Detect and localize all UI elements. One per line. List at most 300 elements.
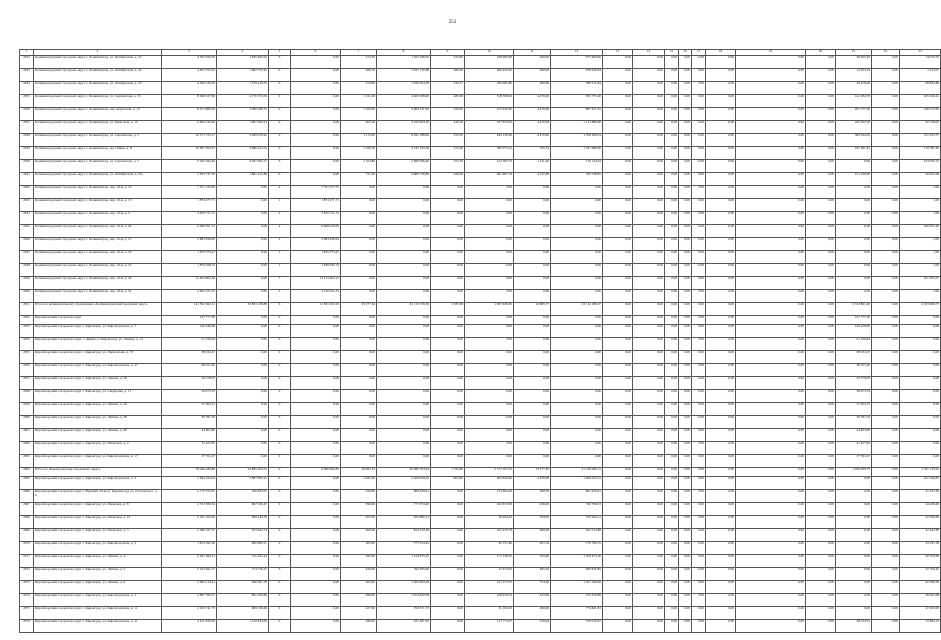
value-cell: 61 113 729,30 — [377, 303, 431, 316]
value-cell: 814 379,39 — [377, 529, 431, 542]
value-cell: 0,00 — [706, 134, 736, 147]
value-cell: 0,00 — [736, 325, 806, 338]
value-cell: 5 953 737,76 — [162, 173, 217, 186]
value-cell: 1 063,00 — [341, 477, 377, 490]
value-cell: 0,00 — [465, 390, 514, 403]
value-cell: 0,00 — [514, 416, 551, 429]
value-cell: 0 — [269, 95, 291, 108]
value-cell: 14 076,70 — [900, 56, 941, 69]
value-cell: 1,00 — [900, 199, 941, 212]
value-cell: 0,00 — [217, 455, 269, 468]
value-cell: 0,00 — [872, 225, 900, 238]
value-cell: 92 749,03 — [900, 121, 941, 134]
value-cell: 0,00 — [872, 442, 900, 455]
row-number-cell: 2936 — [20, 108, 34, 121]
value-cell: 0,00 — [377, 429, 431, 442]
address-cell: Калининградский городской округ, г. Калининград, пр-т Мира, д. 8 — [34, 147, 162, 160]
value-cell: 1 131 886,60 — [551, 121, 603, 134]
column-number-cell: 3 — [162, 50, 217, 56]
value-cell: 40 709,69 — [900, 555, 941, 568]
value-cell: 0,00 — [633, 542, 665, 555]
value-cell: 0,00 — [603, 403, 633, 416]
value-cell: 0,00 — [217, 429, 269, 442]
row-number-cell: 2974 — [20, 594, 34, 607]
value-cell: 0,00 — [692, 108, 706, 121]
table-row — [20, 529, 941, 542]
value-cell: 0,00 — [736, 95, 806, 108]
value-cell: 0,00 — [806, 390, 836, 403]
value-cell: 2 611 830,00 — [162, 620, 217, 633]
value-cell: 0,00 — [341, 364, 377, 377]
value-cell: 0,00 — [633, 264, 665, 277]
value-cell: 0,00 — [736, 303, 806, 316]
value-cell: 0,00 — [633, 490, 665, 503]
value-cell: 21 316 990,15 — [551, 468, 603, 477]
value-cell: 0,00 — [736, 108, 806, 121]
value-cell: 1 411,40 — [514, 160, 551, 173]
value-cell: 0,00 — [706, 620, 736, 633]
value-cell: 0,00 — [603, 186, 633, 199]
value-cell: 0,00 — [706, 160, 736, 173]
value-cell: 2 163 741,75 — [162, 607, 217, 620]
column-number-cell: 6 — [291, 50, 341, 56]
value-cell: 0 — [269, 442, 291, 455]
value-cell: 0,00 — [431, 325, 465, 338]
value-cell: 10 097 093,97 — [162, 147, 217, 160]
table-row — [20, 542, 941, 555]
value-cell: 0,00 — [736, 442, 806, 455]
value-cell: 0,00 — [806, 503, 836, 516]
value-cell: 4 470,00 — [514, 108, 551, 121]
value-cell: 975 608,90 — [551, 56, 603, 69]
value-cell: 518 598,02 — [465, 95, 514, 108]
value-cell: 180 450,00 — [465, 69, 514, 82]
value-cell: 0,00 — [692, 477, 706, 490]
value-cell: 0,00 — [806, 251, 836, 264]
address-cell: Калининградский городской округ, г. Калининград, ул. Сержантова, д. 7 — [34, 160, 162, 173]
value-cell: 0,00 — [377, 212, 431, 225]
row-number-cell: 2939 — [20, 147, 34, 160]
value-cell: 0 — [269, 351, 291, 364]
value-cell: 0,00 — [633, 390, 665, 403]
value-cell: 353,79 — [431, 160, 465, 173]
address-cell: Кировградский городской округ, г. Кировград, ул. Пионеров, д. 12 — [34, 516, 162, 529]
value-cell: 0,00 — [692, 364, 706, 377]
value-cell: 0,00 — [377, 199, 431, 212]
value-cell: 0 — [269, 377, 291, 390]
value-cell: 0,00 — [806, 620, 836, 633]
value-cell: 121 373,53 — [465, 581, 514, 594]
value-cell: 0,00 — [736, 186, 806, 199]
value-cell: 609 749,66 — [217, 607, 269, 620]
value-cell: 0,00 — [665, 516, 679, 529]
value-cell: 1 879 375,47 — [162, 251, 217, 264]
value-cell: 0,00 — [603, 134, 633, 147]
value-cell: 13 577,40 — [514, 468, 551, 477]
value-cell: 0,00 — [665, 147, 679, 160]
value-cell: 0,00 — [431, 442, 465, 455]
value-cell: 0,00 — [665, 568, 679, 581]
value-cell: 0,00 — [736, 173, 806, 186]
value-cell: 171 378,25 — [465, 555, 514, 568]
row-number-cell: 2944 — [20, 212, 34, 225]
value-cell: 0 — [269, 316, 291, 325]
value-cell: 436,50 — [431, 121, 465, 134]
value-cell: 1 579 419,35 — [217, 82, 269, 95]
value-cell: 0,00 — [736, 225, 806, 238]
value-cell: 0,00 — [736, 82, 806, 95]
value-cell: 900 890,17 — [217, 542, 269, 555]
value-cell: 427,00 — [341, 607, 377, 620]
row-number-cell: 2949 — [20, 277, 34, 290]
row-number-cell: 2945 — [20, 225, 34, 238]
value-cell: 436,00 — [514, 503, 551, 516]
value-cell: 4 609 311,00 — [377, 108, 431, 121]
value-cell: 0,00 — [465, 290, 514, 303]
address-cell: Кировградский городской округ, г. Кировград, ул. Ленина, д. 9 — [34, 581, 162, 594]
address-cell: Кировградский городской округ, г. Левиха (г. Кировград), ул. Ленина, д. 14 — [34, 338, 162, 351]
value-cell: 0,00 — [514, 212, 551, 225]
value-cell: 0,00 — [679, 477, 692, 490]
table-row — [20, 607, 941, 620]
value-cell: 0,00 — [603, 147, 633, 160]
value-cell: 0,00 — [706, 442, 736, 455]
address-cell: Итого по муниципальному образованию «Калининградский городской округ» — [34, 303, 162, 316]
value-cell: 0,00 — [291, 620, 341, 633]
value-cell: 0,00 — [692, 594, 706, 607]
value-cell: 0,00 — [603, 607, 633, 620]
value-cell: 0,00 — [633, 277, 665, 290]
value-cell: 140 348,69 — [162, 325, 217, 338]
value-cell: 0,00 — [217, 316, 269, 325]
column-number-cell: 19 — [736, 50, 806, 56]
table-row — [20, 377, 941, 390]
value-cell: 0,00 — [633, 529, 665, 542]
value-cell: 0,00 — [872, 160, 900, 173]
value-cell: 0,00 — [836, 542, 872, 555]
value-cell: 0,00 — [736, 147, 806, 160]
value-cell: 0,00 — [736, 477, 806, 490]
value-cell: 0,00 — [603, 69, 633, 82]
value-cell: 0,00 — [872, 390, 900, 403]
column-number-cell: 8 — [377, 50, 431, 56]
value-cell: 380,00 — [431, 69, 465, 82]
value-cell: 0,00 — [872, 82, 900, 95]
value-cell: 0,00 — [836, 199, 872, 212]
value-cell: 0,00 — [341, 238, 377, 251]
value-cell: 0,00 — [551, 186, 603, 199]
value-cell: 0,00 — [665, 160, 679, 173]
table-row — [20, 594, 941, 607]
value-cell: 0,00 — [431, 390, 465, 403]
value-cell: 0,00 — [736, 290, 806, 303]
value-cell: 29 579,05 — [162, 377, 217, 390]
value-cell: 0,00 — [514, 251, 551, 264]
value-cell: 0,00 — [692, 173, 706, 186]
value-cell: 0 — [269, 364, 291, 377]
value-cell: 340,00 — [431, 108, 465, 121]
value-cell: 0,00 — [217, 325, 269, 338]
value-cell: 0,00 — [431, 225, 465, 238]
value-cell: 0,00 — [736, 581, 806, 594]
value-cell: 5 289 979,42 — [217, 134, 269, 147]
value-cell: 0,00 — [633, 251, 665, 264]
value-cell: 0,00 — [291, 56, 341, 69]
value-cell: 0,00 — [836, 186, 872, 199]
value-cell: 0,00 — [706, 607, 736, 620]
value-cell: 23 277,34 — [341, 303, 377, 316]
address-cell: Калининградский городской округ, г. Калининград, ул. Октябрьская, д. 24 — [34, 69, 162, 82]
value-cell: 0,00 — [665, 225, 679, 238]
value-cell: 0,00 — [514, 351, 551, 364]
value-cell: 0,00 — [806, 264, 836, 277]
value-cell: 0,00 — [692, 290, 706, 303]
value-cell: 0,00 — [551, 377, 603, 390]
column-number-cell: 14 — [633, 50, 665, 56]
table-row — [20, 364, 941, 377]
value-cell: 0,00 — [291, 516, 341, 529]
value-cell: 0,00 — [665, 351, 679, 364]
value-cell: 0,00 — [291, 503, 341, 516]
value-cell: 0,00 — [603, 325, 633, 338]
value-cell: 0,00 — [633, 134, 665, 147]
table-row — [20, 290, 941, 303]
table-row — [20, 277, 941, 290]
value-cell: 0,00 — [736, 516, 806, 529]
value-cell: 0,00 — [431, 403, 465, 416]
address-cell: Итого по Кировградскому городскому округу — [34, 468, 162, 477]
value-cell: 0,00 — [872, 581, 900, 594]
value-cell: 0 — [269, 121, 291, 134]
row-number-cell: 2954 — [20, 338, 34, 351]
value-cell: 461 687,34 — [465, 173, 514, 186]
column-number-cell: 4 — [217, 50, 269, 56]
value-cell: 0,00 — [341, 277, 377, 290]
value-cell: 0,00 — [431, 594, 465, 607]
value-cell: 0,00 — [679, 134, 692, 147]
value-cell: 0,00 — [736, 455, 806, 468]
value-cell: 0,00 — [736, 607, 806, 620]
value-cell: 0,00 — [872, 516, 900, 529]
value-cell: 0,00 — [706, 277, 736, 290]
value-cell: 0,00 — [341, 225, 377, 238]
value-cell: 0,00 — [706, 594, 736, 607]
value-cell: 0,00 — [633, 442, 665, 455]
value-cell: 0,00 — [692, 95, 706, 108]
value-cell: 0,00 — [217, 442, 269, 455]
address-cell: Кировградский городской округ, г. Кировград, ул. Лермонтова, д. 37 — [34, 351, 162, 364]
value-cell: 0,00 — [217, 403, 269, 416]
value-cell: 0,00 — [679, 581, 692, 594]
value-cell: 0,00 — [551, 199, 603, 212]
column-number-cell: 21 — [836, 50, 872, 56]
value-cell: 620 561,76 — [217, 581, 269, 594]
value-cell: 2 687 760,37 — [162, 594, 217, 607]
value-cell: 0,00 — [806, 199, 836, 212]
value-cell: 0,00 — [872, 108, 900, 121]
row-number-cell: 2968 — [20, 516, 34, 529]
value-cell: 0,00 — [872, 238, 900, 251]
value-cell: 0,00 — [431, 290, 465, 303]
value-cell: 0,00 — [291, 338, 341, 351]
value-cell: 0,00 — [603, 390, 633, 403]
value-cell: 0,00 — [431, 251, 465, 264]
value-cell: 1 799 308,34 — [551, 134, 603, 147]
value-cell: 0,00 — [900, 316, 941, 325]
value-cell: 0,00 — [900, 325, 941, 338]
table-row — [20, 186, 941, 199]
value-cell: 56 875,53 — [162, 390, 217, 403]
value-cell: 0,00 — [706, 516, 736, 529]
value-cell: 0,00 — [603, 529, 633, 542]
value-cell: 0,00 — [551, 238, 603, 251]
value-cell: 0,00 — [431, 351, 465, 364]
value-cell: 0 — [269, 56, 291, 69]
value-cell: 0,00 — [806, 581, 836, 594]
value-cell: 0,00 — [603, 264, 633, 277]
value-cell: 0,00 — [736, 364, 806, 377]
value-cell: 0,00 — [633, 581, 665, 594]
value-cell: 0,00 — [377, 290, 431, 303]
value-cell: 0,00 — [692, 568, 706, 581]
value-cell: 0,00 — [633, 516, 665, 529]
value-cell: 0,00 — [291, 490, 341, 503]
value-cell: 0,00 — [806, 325, 836, 338]
value-cell: 0,00 — [465, 364, 514, 377]
value-cell: 0,00 — [806, 225, 836, 238]
value-cell: 0,00 — [872, 264, 900, 277]
table-row — [20, 503, 941, 516]
value-cell: 0,00 — [665, 325, 679, 338]
value-cell: 0,00 — [706, 69, 736, 82]
value-cell: 0,00 — [736, 351, 806, 364]
value-cell: 0,00 — [736, 568, 806, 581]
address-cell: Кировградский городской округ, г. Верхний Тагил (г. Кировград), ул. Островского, д. 9 — [34, 490, 162, 503]
value-cell: 0,00 — [692, 377, 706, 390]
value-cell: 0,00 — [291, 316, 341, 325]
value-cell: 165 455,79 — [465, 529, 514, 542]
value-cell: 203 630,84 — [465, 477, 514, 490]
value-cell: 0,00 — [692, 442, 706, 455]
value-cell: 4 470,00 — [514, 134, 551, 147]
value-cell: 0,00 — [836, 503, 872, 516]
value-cell: 0,00 — [679, 303, 692, 316]
value-cell: 0,00 — [291, 568, 341, 581]
value-cell: 0,00 — [692, 303, 706, 316]
table-row — [20, 455, 941, 468]
value-cell: 0,00 — [341, 199, 377, 212]
value-cell: 0,00 — [665, 429, 679, 442]
value-cell: 777 074,40 — [377, 503, 431, 516]
value-cell: 57 002,15 — [836, 403, 872, 416]
value-cell: 825 866,13 — [377, 516, 431, 529]
value-cell: 0,00 — [692, 542, 706, 555]
value-cell: 0,00 — [736, 620, 806, 633]
value-cell: 0 — [269, 477, 291, 490]
value-cell: 2 163 661,27 — [162, 568, 217, 581]
row-number-cell: 2953 — [20, 325, 34, 338]
value-cell: 166 655,40 — [900, 225, 941, 238]
value-cell: 7 551 077,57 — [291, 186, 341, 199]
value-cell: 29 579,05 — [836, 377, 872, 390]
value-cell: 0,00 — [217, 351, 269, 364]
row-number-cell: 2947 — [20, 251, 34, 264]
value-cell: 0,00 — [706, 377, 736, 390]
value-cell: 764 571,73 — [377, 607, 431, 620]
value-cell: 0,00 — [806, 56, 836, 69]
value-cell: 0,00 — [603, 160, 633, 173]
value-cell: 0,00 — [692, 416, 706, 429]
value-cell: 0,00 — [706, 316, 736, 325]
value-cell: 0,00 — [806, 555, 836, 568]
value-cell: 238 085,90 — [465, 56, 514, 69]
value-cell: 16 685,77 — [514, 303, 551, 316]
value-cell: 0,00 — [692, 199, 706, 212]
value-cell: 1 074 656,58 — [377, 594, 431, 607]
value-cell: 0,00 — [431, 503, 465, 516]
value-cell: 0,00 — [692, 186, 706, 199]
value-cell: 44 803,60 — [836, 429, 872, 442]
value-cell: 0,00 — [679, 277, 692, 290]
value-cell: 0,00 — [692, 316, 706, 325]
value-cell: 0,00 — [836, 477, 872, 490]
value-cell: 2 130 541,23 — [291, 290, 341, 303]
value-cell: 0,00 — [692, 503, 706, 516]
row-number-cell: 2958 — [20, 390, 34, 403]
value-cell: 0,00 — [872, 316, 900, 325]
value-cell: 0,00 — [706, 108, 736, 121]
value-cell: 0,00 — [900, 390, 941, 403]
value-cell: 10 171 725,17 — [162, 134, 217, 147]
value-cell: 0,00 — [836, 581, 872, 594]
value-cell: 0,00 — [291, 529, 341, 542]
value-cell: 0,00 — [514, 455, 551, 468]
row-number-cell: 2942 — [20, 186, 34, 199]
value-cell: 0,00 — [603, 56, 633, 69]
value-cell: 1 370 834,00 — [217, 620, 269, 633]
row-number-cell: 2946 — [20, 238, 34, 251]
address-cell: Калининградский городской округ, г. Калининград, пер. 10-й, д. 5 — [34, 212, 162, 225]
value-cell: 0,00 — [836, 594, 872, 607]
value-cell: 0,00 — [465, 338, 514, 351]
value-cell: 0,00 — [603, 542, 633, 555]
value-cell: 0,00 — [836, 529, 872, 542]
value-cell: 42 590,60 — [900, 516, 941, 529]
value-cell: 0,00 — [806, 529, 836, 542]
table-row — [20, 568, 941, 581]
row-number-cell: 2935 — [20, 95, 34, 108]
value-cell: 0,00 — [665, 442, 679, 455]
column-number-cell: 2 — [34, 50, 162, 56]
value-cell: 0,00 — [603, 212, 633, 225]
value-cell: 141 284,70 — [836, 95, 872, 108]
value-cell: 0 — [269, 338, 291, 351]
row-number-cell: 2957 — [20, 377, 34, 390]
value-cell: 0,00 — [291, 108, 341, 121]
row-number-cell: 2955 — [20, 351, 34, 364]
value-cell: 490,00 — [514, 56, 551, 69]
address-cell: Кировградский городской округ, г. Кировград, ул. Ленина, д. 4 — [34, 555, 162, 568]
value-cell: 0,00 — [551, 264, 603, 277]
table-row — [20, 516, 941, 529]
value-cell: 0,00 — [692, 134, 706, 147]
value-cell: 603,50 — [341, 121, 377, 134]
value-cell: 0,00 — [465, 316, 514, 325]
value-cell: 490,00 — [514, 82, 551, 95]
value-cell: 0,00 — [665, 416, 679, 429]
value-cell: 0,00 — [665, 199, 679, 212]
value-cell: 0,00 — [736, 199, 806, 212]
